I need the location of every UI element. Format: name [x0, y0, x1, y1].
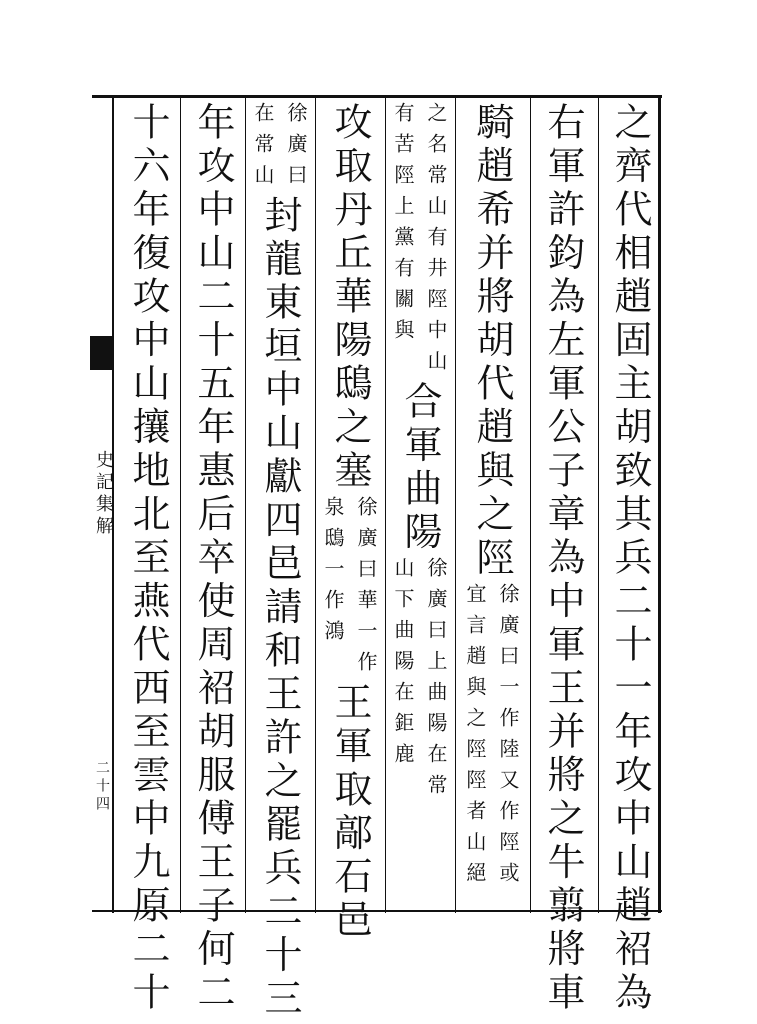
column-divider	[455, 95, 456, 913]
column-divider	[385, 95, 386, 913]
commentary-line: 之名常山有井陘中山	[424, 102, 448, 381]
text-column-8	[118, 102, 178, 1016]
commentary	[249, 102, 311, 195]
text-column-2	[533, 102, 593, 1016]
column-divider	[245, 95, 246, 913]
main-text: 封龍東垣中山獻四邑請和王許之罷兵二十三	[258, 195, 302, 1022]
column-divider	[180, 95, 181, 913]
main-text: 攻取丹丘華陽鴟之塞	[328, 102, 372, 494]
commentary-line: 泉鴟一作鴻	[321, 495, 345, 651]
text-column-3	[462, 102, 522, 893]
fish-tail-mark	[90, 336, 112, 370]
commentary-line: 徐廣曰上曲陽在常	[424, 557, 448, 805]
main-text: 之齊代相趙固主胡致其兵二十一年攻中山趙袑為	[608, 102, 652, 1016]
column-divider	[315, 95, 316, 913]
text-column-5	[320, 102, 380, 943]
main-text: 合軍曲陽	[398, 381, 442, 555]
column-divider	[530, 95, 531, 913]
commentary-line: 徐廣曰一作陸又作陘或	[496, 582, 520, 893]
main-text: 騎趙希并將胡代趙與之陘	[470, 102, 514, 581]
commentary-line: 山下曲陽在鉅鹿	[391, 557, 415, 774]
main-text: 年攻中山二十五年惠后卒使周袑胡服傅王子何二	[191, 102, 235, 1016]
commentary-line: 徐廣曰華一作	[354, 495, 378, 682]
commentary-line: 在常山	[251, 102, 275, 195]
main-text: 王軍取鄗石邑	[328, 681, 372, 943]
text-column-1	[600, 102, 660, 1016]
top-border	[92, 95, 662, 98]
main-text: 右軍許鈞為左軍公子章為中軍王并將之牛翦將車	[541, 102, 585, 1016]
text-column-4	[390, 102, 450, 805]
book-title: 史記集解	[93, 450, 114, 538]
commentary	[461, 583, 523, 893]
commentary-line: 徐廣曰	[284, 102, 308, 195]
commentary	[319, 496, 381, 682]
main-text: 十六年復攻中山攘地北至燕代西至雲中九原二十	[126, 102, 170, 1016]
text-column-7	[183, 102, 243, 1016]
commentary-line: 有苦陘上黨有關與	[391, 102, 415, 350]
text-column-6	[250, 102, 310, 1022]
commentary-line: 宜言趙與之陘陘者山絕	[463, 582, 487, 893]
commentary	[389, 557, 451, 805]
commentary	[389, 102, 451, 381]
page-number: 二十四	[94, 760, 110, 814]
column-divider	[598, 95, 599, 913]
